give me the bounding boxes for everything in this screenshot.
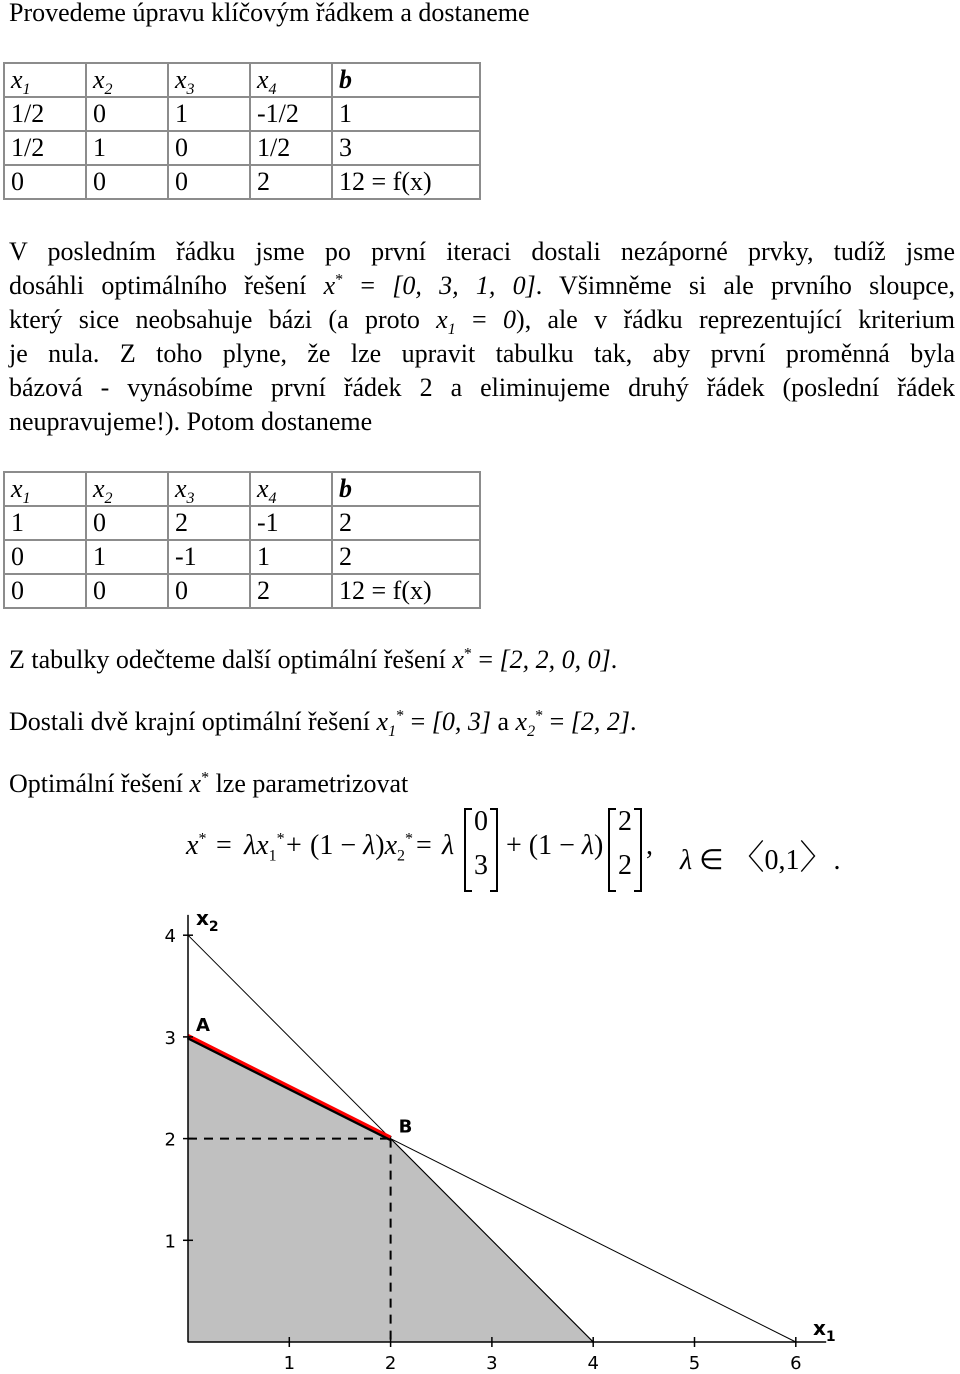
next-solution-text: Z tabulky odečteme další optimální řešení x* = [2, 2, 0, 0].: [9, 645, 618, 674]
x-tick-label: 4: [587, 1353, 599, 1374]
intro-text: Provedeme úpravu klíčovým řádkem a dostaneme: [9, 0, 530, 27]
vector-element: 0: [474, 806, 488, 837]
y-tick-label: 3: [164, 1027, 176, 1049]
x-tick-label: 2: [384, 1353, 397, 1374]
table-cell: 0: [4, 574, 86, 608]
header-cell-x3: $x_3$: [168, 63, 250, 97]
table-cell: 0: [86, 506, 168, 540]
vector-element: 3: [474, 850, 488, 881]
table-cell: 0: [4, 540, 86, 574]
table-cell: 1/2: [4, 97, 86, 131]
table-cell: 2: [168, 506, 250, 540]
table-cell: 1: [4, 506, 86, 540]
x-tick-label: 3: [486, 1353, 498, 1374]
formula-plus-2: + (1 − λ): [506, 830, 604, 861]
table-cell: -1: [250, 506, 332, 540]
paragraph-line: neupravujeme!). Potom dostaneme: [9, 407, 373, 436]
header-cell-b: b: [332, 63, 480, 97]
x-tick-label: 5: [688, 1353, 701, 1374]
table-cell: 1: [86, 540, 168, 574]
table-cell: 0: [168, 165, 250, 199]
paragraph-line: který sice neobsahuje bázi (a proto $x_1 = 0$), ale v řádku reprezentující kriterium: [9, 305, 955, 339]
point-label-b: B: [398, 1116, 413, 1138]
paragraph-line: je nula. Z toho plyne, že lze upravit tabulku tak, aby první proměnná byla: [9, 339, 955, 368]
header-cell-x3: $x_3$: [168, 472, 250, 506]
header-cell-x1: $x_1$: [4, 472, 86, 506]
table-cell: 2: [250, 165, 332, 199]
formula-domain: λ ∈ 〈0,1〉.: [680, 840, 841, 877]
header-cell-x1: $x_1$: [4, 63, 86, 97]
table-cell: 0: [86, 574, 168, 608]
two-solutions-text: Dostali dvě krajní optimální řešení $x_1^* = [0$, 3] a $x_2^* = [2$, 2].: [9, 707, 637, 741]
table-cell: 0: [168, 574, 250, 608]
formula-equals-2: =: [416, 830, 432, 861]
header-cell-x2: $x_2$: [86, 63, 168, 97]
table-cell: 2: [332, 540, 480, 574]
parametrize-text: Optimální řešení x* lze parametrizovat: [9, 769, 409, 798]
table-cell: 0: [168, 131, 250, 165]
y-axis-label: $x_2$: [196, 906, 219, 935]
y-tick-label: 4: [164, 926, 176, 948]
table-cell: 3: [332, 131, 480, 165]
table-cell: 1: [86, 131, 168, 165]
table-cell: 2: [250, 574, 332, 608]
table-cell: 1/2: [4, 131, 86, 165]
formula-equals: =: [216, 830, 232, 861]
table-cell: 12 = f(x): [332, 165, 480, 199]
x-tick-label: 6: [790, 1353, 802, 1374]
table-cell: 2: [332, 506, 480, 540]
y-tick-label: 2: [164, 1129, 176, 1151]
table-cell: -1/2: [250, 97, 332, 131]
chart-layer: [165, 915, 827, 1374]
header-cell-x2: $x_2$: [86, 472, 168, 506]
formula-lhs: x*: [186, 830, 207, 861]
paragraph-line: V posledním řádku jsme po první iteraci dostali nezáporné prvky, tudíž jsme: [9, 237, 955, 266]
table-cell: 1/2: [250, 131, 332, 165]
formula-plus: +: [286, 830, 302, 861]
paragraph-line: dosáhli optimálního řešení x* = [0, 3, 1, 0]. Všimněme si ale prvního sloupce,: [9, 271, 956, 300]
formula-lambda: λ: [442, 830, 455, 861]
x-axis-label: $x_1$: [813, 1316, 836, 1345]
table-cell: 1: [332, 97, 480, 131]
formula-comma: ,: [646, 830, 653, 861]
table-cell: 0: [4, 165, 86, 199]
header-cell-b: b: [332, 472, 480, 506]
formula-term-2: $(1 - \lambda)x_2^*$: [310, 830, 414, 865]
header-cell-x4: $x_4$: [250, 472, 332, 506]
point-label-a: A: [196, 1014, 210, 1036]
table-cell: 1: [168, 97, 250, 131]
vector-element: 2: [618, 850, 632, 881]
x-tick-label: 1: [283, 1353, 296, 1374]
paragraph-line: bázová - vynásobíme první řádek 2 a eliminujeme druhý řádek (poslední řádek: [9, 373, 955, 402]
table-cell: 0: [86, 97, 168, 131]
formula-term-1: $\lambda x_1^*$: [244, 830, 285, 865]
vector-element: 2: [618, 806, 632, 837]
header-cell-x4: $x_4$: [250, 63, 332, 97]
table-cell: 12 = f(x): [332, 574, 480, 608]
table-cell: 1: [250, 540, 332, 574]
table-cell: 0: [86, 165, 168, 199]
y-tick-label: 1: [164, 1231, 176, 1253]
table-cell: -1: [168, 540, 250, 574]
